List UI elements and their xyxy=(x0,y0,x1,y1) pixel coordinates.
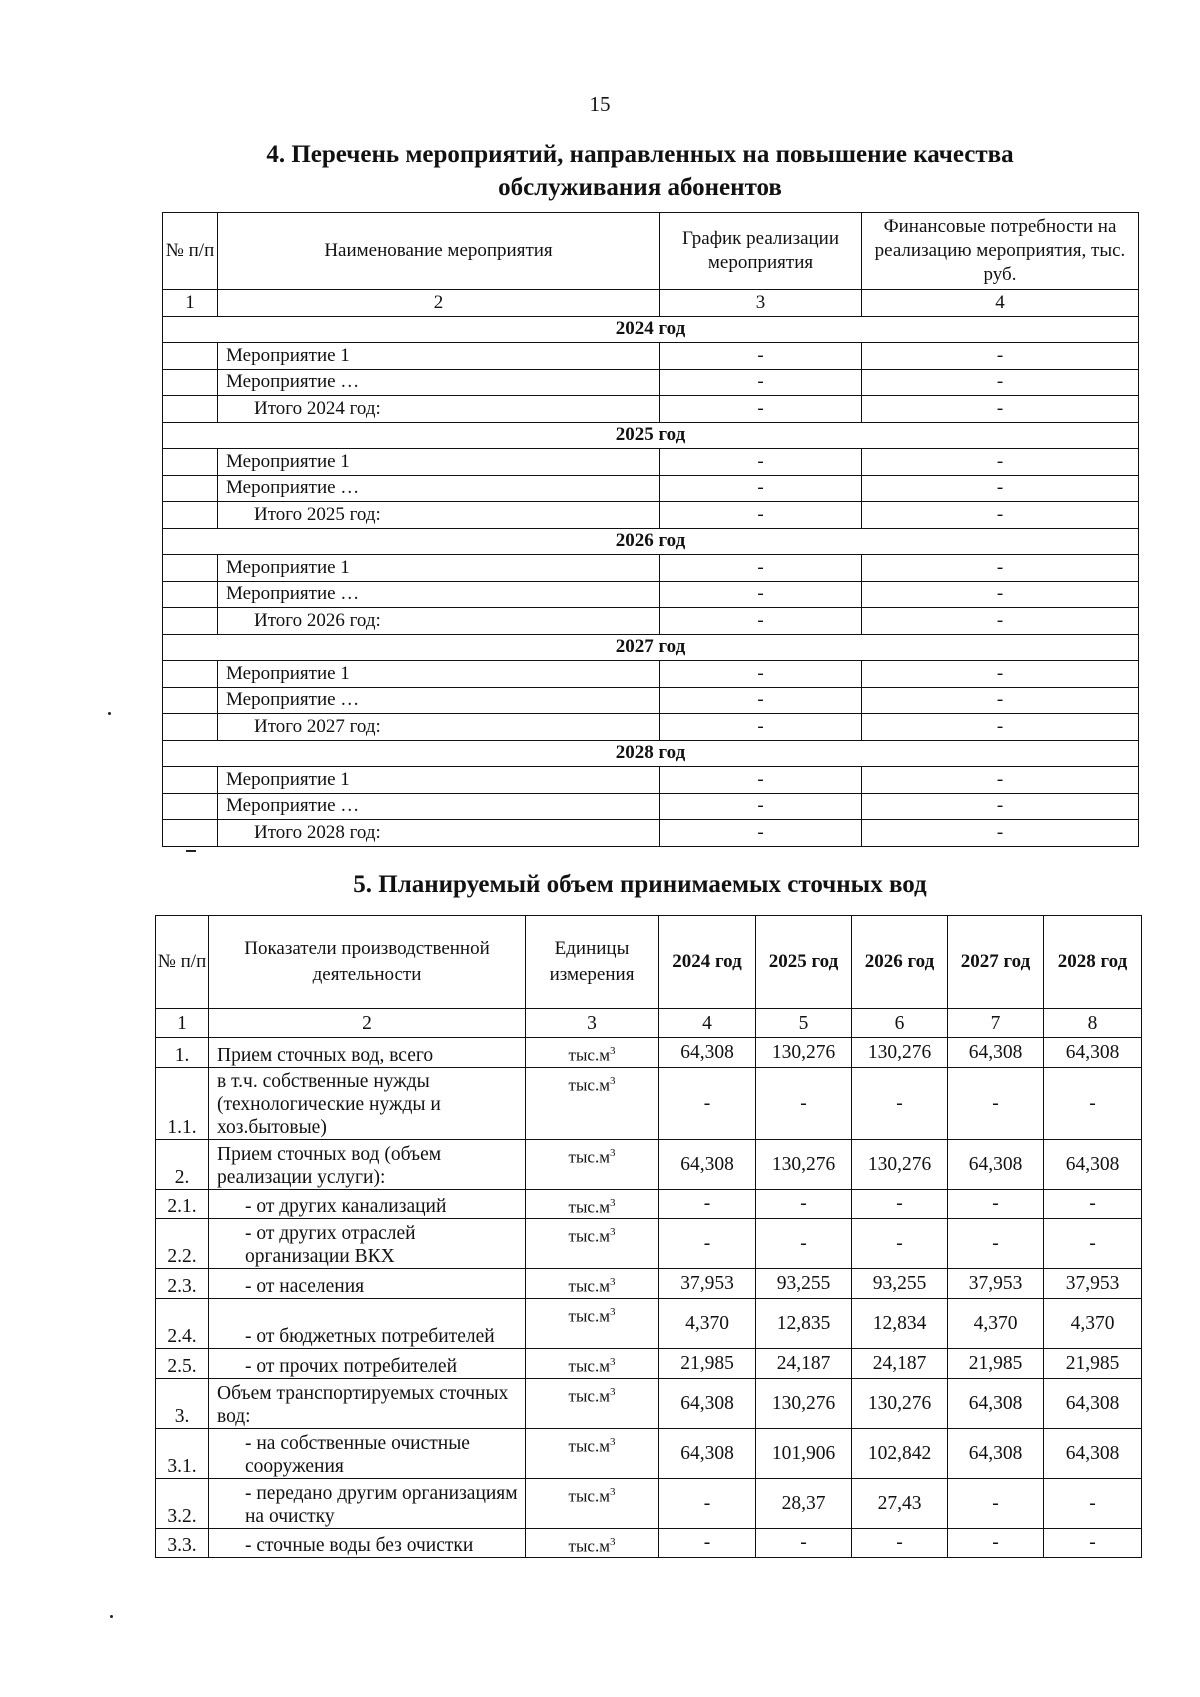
year-value: - xyxy=(948,1219,1044,1269)
row-num-cell xyxy=(163,475,218,502)
year-value: - xyxy=(756,1219,852,1269)
indicator-label xyxy=(209,1038,526,1068)
schedule-value: - xyxy=(660,475,862,502)
schedule-value: - xyxy=(660,687,862,714)
scan-speck xyxy=(108,712,111,715)
year-value: - xyxy=(852,1067,948,1139)
measure-name: Мероприятие 1 xyxy=(218,449,660,476)
unit-base: тыс.м xyxy=(568,1386,610,1406)
row-number: 1. xyxy=(156,1038,209,1068)
table-row xyxy=(156,1478,1142,1528)
year-value: 64,308 xyxy=(1044,1378,1142,1428)
year-value: - xyxy=(756,1528,852,1558)
indicator-text: - от бюджетных потребителей xyxy=(245,1325,495,1347)
unit-cell xyxy=(526,1219,659,1269)
finance-value: - xyxy=(862,661,1139,688)
unit-cell xyxy=(526,1139,659,1189)
row-num-cell xyxy=(163,343,218,370)
year-value: - xyxy=(756,1189,852,1219)
year-value: 93,255 xyxy=(756,1269,852,1299)
year-label: 2024 год xyxy=(163,316,1139,343)
table-row xyxy=(156,1139,1142,1189)
header-measure-name: Наименование мероприятия xyxy=(218,213,660,290)
measure-name: Мероприятие … xyxy=(218,581,660,608)
finance-value: - xyxy=(862,555,1139,582)
row-number: 2.2. xyxy=(156,1219,209,1269)
schedule-value: - xyxy=(660,820,862,847)
scan-speck xyxy=(186,850,196,852)
schedule-value: - xyxy=(660,581,862,608)
unit-sup: 3 xyxy=(609,1385,616,1398)
measure-name: Итого 2028 год: xyxy=(218,820,660,847)
page-number: 15 xyxy=(589,92,611,116)
column-number: 1 xyxy=(163,290,218,317)
measure-row xyxy=(163,449,1139,476)
row-number: 2.1. xyxy=(156,1189,209,1219)
header-indicator: Показатели производственной деятельности xyxy=(209,916,526,1009)
measure-row xyxy=(163,475,1139,502)
row-num-cell xyxy=(163,661,218,688)
unit-base: тыс.м xyxy=(568,1276,610,1296)
column-number: 6 xyxy=(852,1009,948,1038)
row-num-cell xyxy=(163,820,218,847)
header-unit: Единицы измерения xyxy=(526,916,659,1009)
finance-value: - xyxy=(862,396,1139,423)
year-value: 37,953 xyxy=(1044,1269,1142,1299)
schedule-value: - xyxy=(660,661,862,688)
row-num-cell xyxy=(163,608,218,635)
schedule-value: - xyxy=(660,502,862,529)
header-year-2026: 2026 год xyxy=(852,916,948,1009)
measure-name: Итого 2027 год: xyxy=(218,714,660,741)
year-value: - xyxy=(1044,1067,1142,1139)
unit-sup: 3 xyxy=(609,1276,616,1289)
year-value: 130,276 xyxy=(852,1139,948,1189)
column-number: 1 xyxy=(156,1009,209,1038)
indicator-text: - сточные воды без очистки xyxy=(245,1535,474,1557)
scan-speck xyxy=(110,1615,113,1618)
year-value: 64,308 xyxy=(659,1139,756,1189)
measure-row xyxy=(163,343,1139,370)
total-row xyxy=(163,396,1139,423)
table-row xyxy=(156,1528,1142,1558)
measure-row xyxy=(163,369,1139,396)
finance-value: - xyxy=(862,767,1139,794)
total-row xyxy=(163,608,1139,635)
unit-sup: 3 xyxy=(609,1535,616,1548)
finance-value: - xyxy=(862,449,1139,476)
year-value: 101,906 xyxy=(756,1428,852,1478)
indicator-label xyxy=(209,1298,526,1348)
year-value: - xyxy=(659,1219,756,1269)
finance-value: - xyxy=(862,820,1139,847)
header-year-2024: 2024 год xyxy=(659,916,756,1009)
year-label: 2025 год xyxy=(163,422,1139,449)
unit-base: тыс.м xyxy=(568,1147,610,1167)
unit-cell xyxy=(526,1348,659,1378)
finance-value: - xyxy=(862,687,1139,714)
year-row xyxy=(163,740,1139,767)
row-number: 2.4. xyxy=(156,1298,209,1348)
unit-base: тыс.м xyxy=(568,1197,610,1217)
unit-base: тыс.м xyxy=(568,1045,610,1065)
measure-row xyxy=(163,661,1139,688)
unit-cell xyxy=(526,1038,659,1068)
unit-sup: 3 xyxy=(609,1435,616,1448)
table-row xyxy=(156,1067,1142,1139)
year-label: 2027 год xyxy=(163,634,1139,661)
year-value: 102,842 xyxy=(852,1428,948,1478)
year-value: - xyxy=(948,1528,1044,1558)
year-value: - xyxy=(948,1189,1044,1219)
indicator-text: Прием сточных вод, всего xyxy=(217,1044,434,1066)
row-number: 3.3. xyxy=(156,1528,209,1558)
row-num-cell xyxy=(163,369,218,396)
section4-title xyxy=(40,138,1200,204)
year-value: - xyxy=(659,1189,756,1219)
indicator-label xyxy=(209,1139,526,1189)
indicator-text: - от других отраслей организации ВКХ xyxy=(245,1223,416,1268)
year-value: 64,308 xyxy=(1044,1038,1142,1068)
unit-cell xyxy=(526,1067,659,1139)
unit-base: тыс.м xyxy=(568,1356,610,1376)
year-value: - xyxy=(948,1478,1044,1528)
measure-row xyxy=(163,793,1139,820)
unit-sup: 3 xyxy=(609,1045,616,1057)
schedule-value: - xyxy=(660,369,862,396)
measure-name: Мероприятие 1 xyxy=(218,343,660,370)
measure-name: Мероприятие 1 xyxy=(218,555,660,582)
year-value: 21,985 xyxy=(948,1348,1044,1378)
year-value: - xyxy=(1044,1189,1142,1219)
measure-row xyxy=(163,767,1139,794)
year-value: 4,370 xyxy=(659,1298,756,1348)
indicator-label xyxy=(209,1219,526,1269)
year-value: 130,276 xyxy=(756,1038,852,1068)
indicator-text: - на собственные очистные сооружения xyxy=(245,1432,470,1477)
year-value: 4,370 xyxy=(948,1298,1044,1348)
unit-sup: 3 xyxy=(609,1355,616,1368)
measures-table xyxy=(162,212,1139,847)
column-number: 4 xyxy=(862,290,1139,317)
finance-value: - xyxy=(862,608,1139,635)
year-value: - xyxy=(852,1189,948,1219)
row-num-cell xyxy=(163,555,218,582)
schedule-value: - xyxy=(660,767,862,794)
row-num-cell xyxy=(163,581,218,608)
row-num-cell xyxy=(163,714,218,741)
year-value: - xyxy=(1044,1528,1142,1558)
header-schedule: График реализации мероприятия xyxy=(660,213,862,290)
year-row xyxy=(163,316,1139,343)
indicator-text: - передано другим организациям на очистку xyxy=(245,1482,518,1527)
unit-base: тыс.м xyxy=(568,1536,610,1556)
column-numbers-row xyxy=(156,1009,1142,1038)
year-value: 37,953 xyxy=(948,1269,1044,1299)
year-value: 130,276 xyxy=(852,1378,948,1428)
indicator-label xyxy=(209,1067,526,1139)
year-value: - xyxy=(852,1219,948,1269)
measure-name: Мероприятие … xyxy=(218,793,660,820)
schedule-value: - xyxy=(660,449,862,476)
measure-row xyxy=(163,687,1139,714)
year-value: 27,43 xyxy=(852,1478,948,1528)
year-value: 12,834 xyxy=(852,1298,948,1348)
year-value: - xyxy=(1044,1478,1142,1528)
indicator-label xyxy=(209,1428,526,1478)
table-row xyxy=(156,1348,1142,1378)
indicator-text: Объем транспортируемых сточных вод: xyxy=(217,1382,509,1427)
measure-name: Итого 2026 год: xyxy=(218,608,660,635)
year-value: 21,985 xyxy=(1044,1348,1142,1378)
header-num: № п/п xyxy=(163,213,218,290)
indicator-text: - от прочих потребителей xyxy=(245,1355,458,1377)
year-value: - xyxy=(659,1528,756,1558)
year-value: 24,187 xyxy=(756,1348,852,1378)
table-row xyxy=(156,1298,1142,1348)
year-value: 64,308 xyxy=(659,1378,756,1428)
year-row xyxy=(163,634,1139,661)
row-number: 3.2. xyxy=(156,1478,209,1528)
year-value: 64,308 xyxy=(948,1139,1044,1189)
header-year-2025: 2025 год xyxy=(756,916,852,1009)
year-value: - xyxy=(948,1067,1044,1139)
unit-sup: 3 xyxy=(609,1196,616,1209)
schedule-value: - xyxy=(660,555,862,582)
indicator-label xyxy=(209,1348,526,1378)
indicator-text: в т.ч. собственные нужды (технологические нужды и хоз.бытовые) xyxy=(217,1070,441,1138)
row-number: 2.3. xyxy=(156,1269,209,1299)
table-row xyxy=(156,1269,1142,1299)
total-row xyxy=(163,714,1139,741)
year-value: 130,276 xyxy=(852,1038,948,1068)
unit-cell xyxy=(526,1189,659,1219)
header-finance: Финансовые потребности на реализацию мероприятия, тыс. руб. xyxy=(862,213,1139,290)
indicator-text: - от других канализаций xyxy=(245,1196,447,1218)
unit-cell xyxy=(526,1269,659,1299)
column-number: 2 xyxy=(209,1009,526,1038)
measure-name: Итого 2024 год: xyxy=(218,396,660,423)
year-value: 64,308 xyxy=(659,1428,756,1478)
schedule-value: - xyxy=(660,793,862,820)
section4-title-line2: обслуживания абонентов xyxy=(498,174,782,201)
total-row xyxy=(163,502,1139,529)
table-row xyxy=(156,1378,1142,1428)
schedule-value: - xyxy=(660,714,862,741)
unit-cell xyxy=(526,1528,659,1558)
year-value: 64,308 xyxy=(948,1038,1044,1068)
indicator-text: Прием сточных вод (объем реализации услуги): xyxy=(217,1143,442,1188)
header-year-2027: 2027 год xyxy=(948,916,1044,1009)
schedule-value: - xyxy=(660,343,862,370)
unit-base: тыс.м xyxy=(568,1306,610,1326)
header-year-2028: 2028 год xyxy=(1044,916,1142,1009)
indicator-text: - от населения xyxy=(245,1275,365,1297)
finance-value: - xyxy=(862,714,1139,741)
section5-title: 5. Планируемый объем принимаемых сточных вод xyxy=(353,871,927,898)
year-row xyxy=(163,528,1139,555)
row-number: 2.5. xyxy=(156,1348,209,1378)
table-row xyxy=(156,1038,1142,1068)
measure-row xyxy=(163,555,1139,582)
schedule-value: - xyxy=(660,396,862,423)
finance-value: - xyxy=(862,793,1139,820)
table-row xyxy=(156,1189,1142,1219)
unit-cell xyxy=(526,1478,659,1528)
year-label: 2026 год xyxy=(163,528,1139,555)
measure-name: Итого 2025 год: xyxy=(218,502,660,529)
unit-cell xyxy=(526,1298,659,1348)
year-value: 130,276 xyxy=(756,1139,852,1189)
header-num: № п/п xyxy=(156,916,209,1009)
row-num-cell xyxy=(163,502,218,529)
unit-sup: 3 xyxy=(609,1485,616,1498)
measure-name: Мероприятие … xyxy=(218,475,660,502)
table-row xyxy=(156,1219,1142,1269)
row-number: 3.1. xyxy=(156,1428,209,1478)
indicator-label xyxy=(209,1378,526,1428)
year-value: - xyxy=(659,1067,756,1139)
column-number: 7 xyxy=(948,1009,1044,1038)
year-value: - xyxy=(852,1528,948,1558)
finance-value: - xyxy=(862,343,1139,370)
column-number: 3 xyxy=(660,290,862,317)
section4-title-line1: 4. Перечень мероприятий, направленных на повышение качества xyxy=(266,141,1014,168)
unit-base: тыс.м xyxy=(568,1226,610,1246)
unit-cell xyxy=(526,1428,659,1478)
column-number: 8 xyxy=(1044,1009,1142,1038)
unit-base: тыс.м xyxy=(568,1075,610,1095)
measure-name: Мероприятие 1 xyxy=(218,767,660,794)
year-value: 4,370 xyxy=(1044,1298,1142,1348)
row-number: 3. xyxy=(156,1378,209,1428)
schedule-value: - xyxy=(660,608,862,635)
year-value: 64,308 xyxy=(948,1378,1044,1428)
year-value: 93,255 xyxy=(852,1269,948,1299)
row-num-cell xyxy=(163,449,218,476)
column-numbers-row xyxy=(163,290,1139,317)
measure-name: Мероприятие … xyxy=(218,369,660,396)
unit-sup: 3 xyxy=(609,1146,616,1159)
year-value: 64,308 xyxy=(1044,1139,1142,1189)
year-value: 64,308 xyxy=(948,1428,1044,1478)
row-number: 1.1. xyxy=(156,1067,209,1139)
finance-value: - xyxy=(862,475,1139,502)
row-num-cell xyxy=(163,396,218,423)
year-value: - xyxy=(1044,1219,1142,1269)
indicator-label xyxy=(209,1528,526,1558)
finance-value: - xyxy=(862,369,1139,396)
wastewater-volume-table xyxy=(155,915,1142,1558)
indicator-label xyxy=(209,1269,526,1299)
year-row xyxy=(163,422,1139,449)
year-value: - xyxy=(756,1067,852,1139)
year-value: 24,187 xyxy=(852,1348,948,1378)
column-number: 5 xyxy=(756,1009,852,1038)
year-label: 2028 год xyxy=(163,740,1139,767)
year-value: 37,953 xyxy=(659,1269,756,1299)
table-row xyxy=(156,1428,1142,1478)
year-value: 21,985 xyxy=(659,1348,756,1378)
indicator-label xyxy=(209,1478,526,1528)
year-value: 12,835 xyxy=(756,1298,852,1348)
unit-base: тыс.м xyxy=(568,1486,610,1506)
indicator-label xyxy=(209,1189,526,1219)
finance-value: - xyxy=(862,581,1139,608)
unit-cell xyxy=(526,1378,659,1428)
total-row xyxy=(163,820,1139,847)
year-value: 64,308 xyxy=(659,1038,756,1068)
measure-row xyxy=(163,581,1139,608)
row-num-cell xyxy=(163,793,218,820)
row-number: 2. xyxy=(156,1139,209,1189)
finance-value: - xyxy=(862,502,1139,529)
unit-base: тыс.м xyxy=(568,1436,610,1456)
year-value: 28,37 xyxy=(756,1478,852,1528)
row-num-cell xyxy=(163,767,218,794)
measure-name: Мероприятие 1 xyxy=(218,661,660,688)
year-value: - xyxy=(659,1478,756,1528)
column-number: 2 xyxy=(218,290,660,317)
row-num-cell xyxy=(163,687,218,714)
column-number: 3 xyxy=(526,1009,659,1038)
unit-sup: 3 xyxy=(609,1226,616,1239)
year-value: 64,308 xyxy=(1044,1428,1142,1478)
year-value: 130,276 xyxy=(756,1378,852,1428)
column-number: 4 xyxy=(659,1009,756,1038)
unit-sup: 3 xyxy=(609,1074,616,1087)
measure-name: Мероприятие … xyxy=(218,687,660,714)
unit-sup: 3 xyxy=(609,1305,616,1318)
